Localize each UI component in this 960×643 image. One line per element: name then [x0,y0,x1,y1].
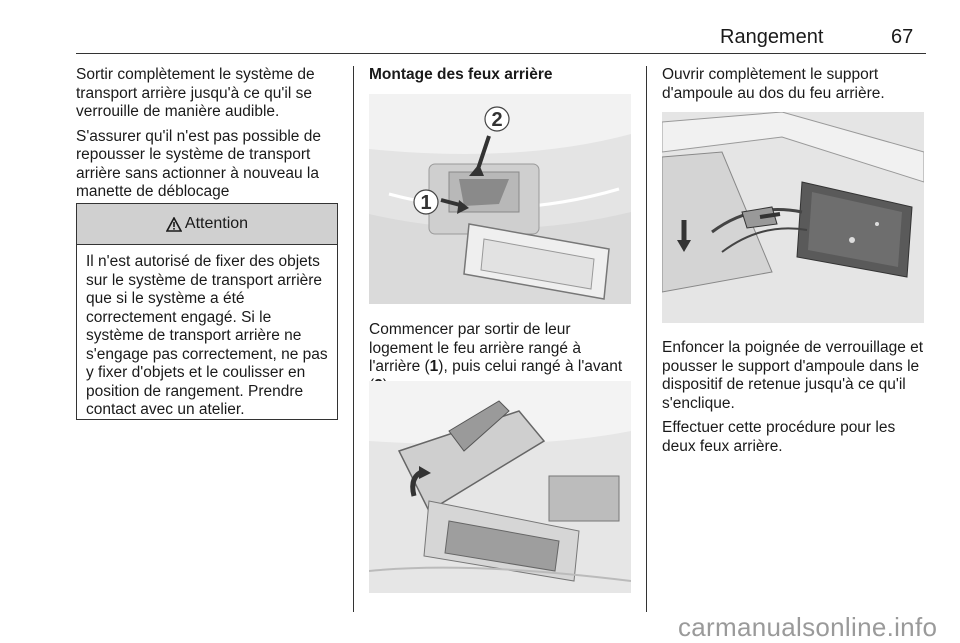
illustration-tail-light-extended [369,381,631,593]
illustration-bulb-holder [662,112,924,323]
watermark: carmanualsonline.info [678,612,938,642]
callout-2: 2 [491,109,503,131]
header-divider [76,53,926,54]
paragraph: Enfoncer la poignée de verrouillage et pousser le support d'ampoule dans le dispositif de retenue jusqu'à ce qu'il s'enclique. [662,339,924,412]
column-2 [369,66,633,95]
paragraph: Commencer par sortir de leur logement le feu arrière rangé à l'arrière (1), puis celui rangé à l'avant [369,321,623,375]
paragraph: Effectuer cette procédure pour les deux feux arrière. [662,419,896,455]
callout-1: 1 [420,192,432,214]
section-heading: Montage des feux arrière [369,66,553,83]
column-divider-1 [353,66,354,612]
attention-title: Attention [184,215,249,232]
column-3 [662,66,926,109]
illustration-tail-light-removal [369,94,631,304]
page-title: Rangement [720,26,824,48]
column-3-text [662,339,928,462]
paragraph: S'assurer qu'il n'est pas possible de repousser le système de transport arrière sans actionner à nouveau la manette de déblocage [76,127,321,200]
paragraph: Ouvrir complètement le support d'ampoule au dos du feu arrière. [662,66,885,102]
column-divider-2 [646,66,647,612]
column-1 [76,66,340,208]
warning-icon [166,217,182,232]
page-number: 67 [891,26,914,48]
paragraph: Sortir complètement le système de transport arrière jusqu'à ce qu'il se verrouille de manière audible. [76,66,315,120]
attention-header [77,204,337,245]
attention-text: Il n'est autorisé de fixer des objets sur le système de transport arrière que si le système a été correctement engagé. Si le système de transport arrière ne s'engage pas correctement, ne pas y fixer d'objets et le coulisser en position de rangement. Prendre contact avec un atelier. [86,253,328,418]
attention-box [76,203,338,420]
